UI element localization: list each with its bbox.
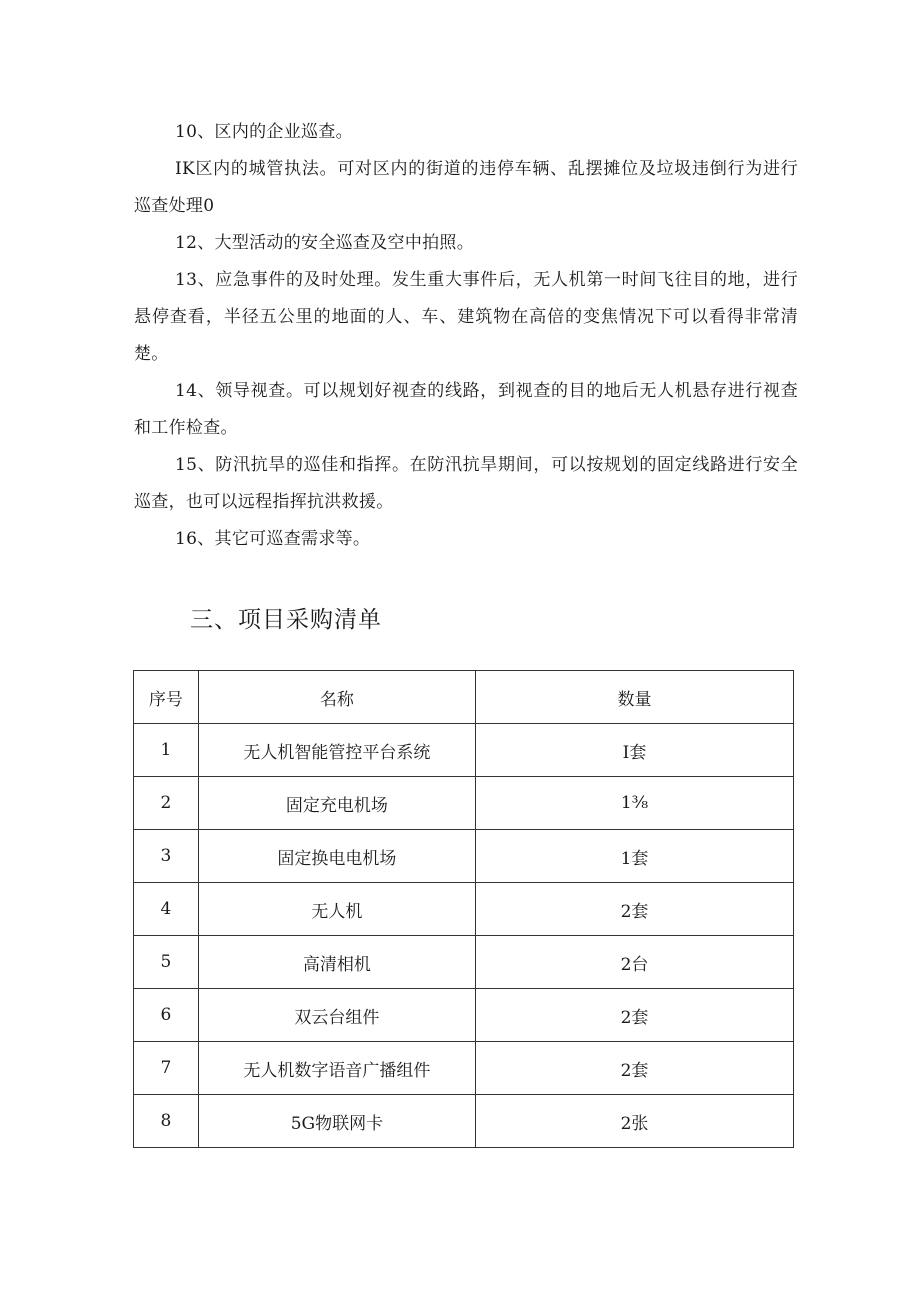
paragraph-item-15: 15、防汛抗旱的巡佳和指挥。在防汛抗旱期间，可以按规划的固定线路进行安全巡查，也可以远程指挥抗洪救援。: [134, 455, 798, 512]
cell-quantity: 1⅜: [475, 777, 793, 830]
cell-serial-number: 4: [134, 883, 199, 936]
cell-quantity: 2套: [475, 989, 793, 1042]
cell-serial-number: 5: [134, 936, 199, 989]
paragraph-item-12: 12、大型活动的安全巡查及空中拍照。: [175, 233, 475, 253]
cell-name: 固定充电机场: [198, 777, 475, 830]
table-row: [134, 830, 794, 883]
cell-name: 固定换电电机场: [198, 830, 475, 883]
cell-name: 双云台组件: [198, 989, 475, 1042]
purchase-list-table: [133, 670, 794, 1148]
header-name: 名称: [198, 671, 475, 724]
section-heading: 三、项目采购清单: [190, 607, 382, 633]
cell-name: 高清相机: [198, 936, 475, 989]
paragraph-item-14: 14、领导视查。可以规划好视查的线路，到视查的目的地后无人机悬存进行视查和工作检查。: [134, 381, 798, 438]
table-row: [134, 989, 794, 1042]
cell-quantity: I套: [475, 724, 793, 777]
table-header-row: [134, 671, 794, 724]
paragraph-item-11: IK区内的城管执法。可对区内的街道的违停车辆、乱摆摊位及垃圾违倒行为进行巡查处理0: [134, 159, 798, 216]
paragraph-item-13: 13、应急事件的及时处理。发生重大事件后，无人机第一时间飞往目的地，进行悬停查看，半径五公里的地面的人、车、建筑物在高倍的变焦情况下可以看得非常清楚。: [134, 270, 798, 364]
cell-serial-number: 2: [134, 777, 199, 830]
cell-name: 无人机: [198, 883, 475, 936]
table-row: [134, 724, 794, 777]
cell-name: 无人机智能管控平台系统: [198, 724, 475, 777]
header-quantity: 数量: [475, 671, 793, 724]
table-row: [134, 1095, 794, 1148]
paragraph-item-16: 16、其它可巡查需求等。: [175, 529, 371, 549]
cell-serial-number: 8: [134, 1095, 199, 1148]
table-row: [134, 1042, 794, 1095]
cell-name: 5G物联网卡: [198, 1095, 475, 1148]
cell-serial-number: 1: [134, 724, 199, 777]
table-row: [134, 883, 794, 936]
cell-serial-number: 3: [134, 830, 199, 883]
cell-quantity: 2套: [475, 883, 793, 936]
cell-quantity: 2张: [475, 1095, 793, 1148]
cell-quantity: 2台: [475, 936, 793, 989]
paragraph-item-10: 10、区内的企业巡查。: [175, 122, 353, 142]
table-row: [134, 936, 794, 989]
cell-name: 无人机数字语音广播组件: [198, 1042, 475, 1095]
cell-quantity: 2套: [475, 1042, 793, 1095]
header-serial-number: 序号: [134, 671, 199, 724]
cell-quantity: 1套: [475, 830, 793, 883]
table-row: [134, 777, 794, 830]
cell-serial-number: 7: [134, 1042, 199, 1095]
cell-serial-number: 6: [134, 989, 199, 1042]
